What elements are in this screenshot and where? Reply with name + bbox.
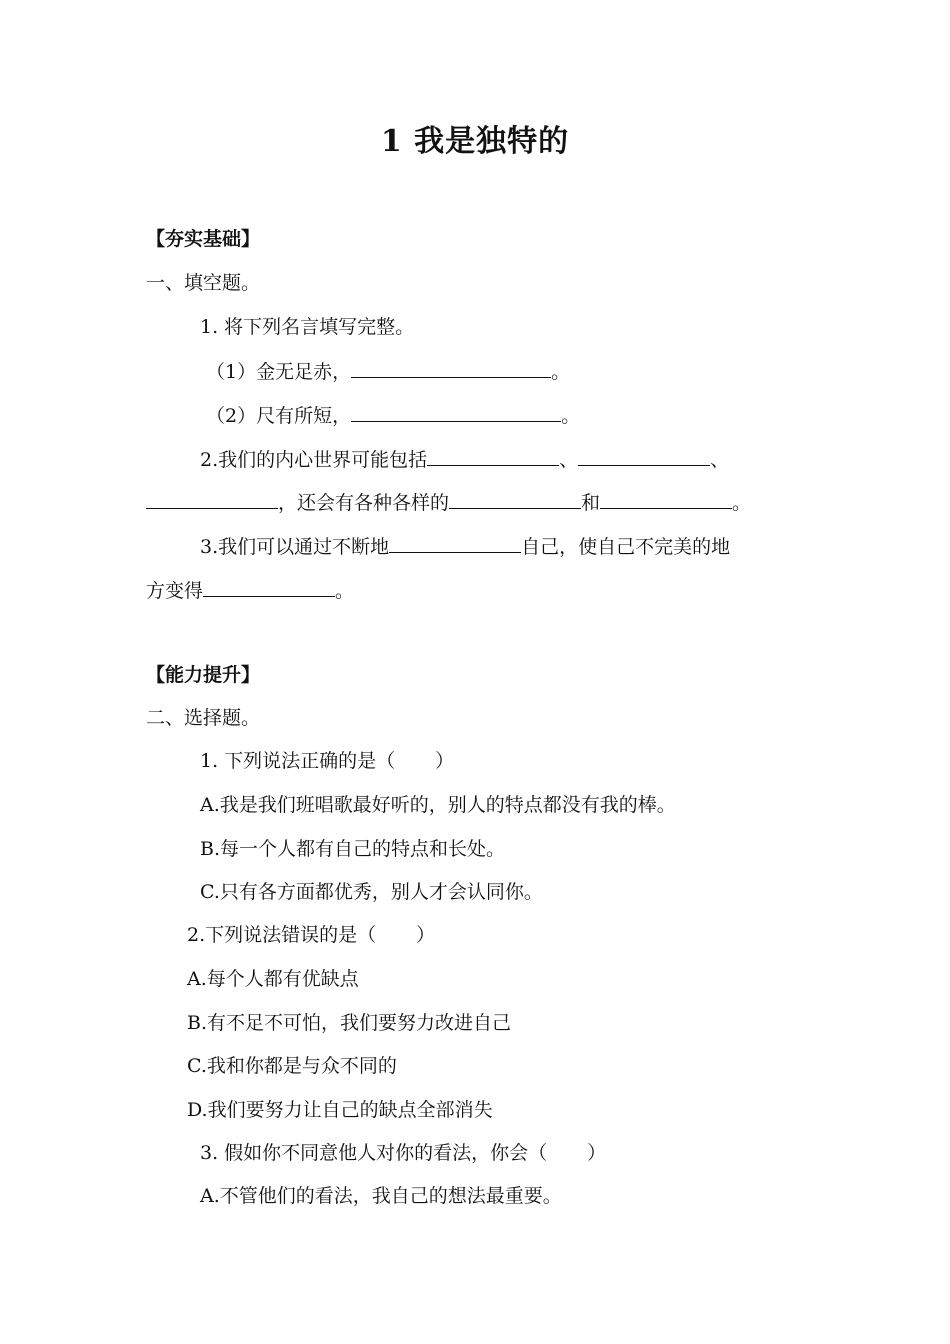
- choice-q2-option-b: B.有不足不可怕，我们要努力改进自己: [187, 1012, 512, 1034]
- fill-q2-line1: [200, 445, 729, 473]
- separator: 、: [559, 449, 579, 471]
- paren-close: ）: [435, 750, 455, 772]
- answer-blank[interactable]: [449, 488, 581, 509]
- choice-q1-option-c: C.只有各方面都优秀，别人才会认同你。: [200, 881, 543, 903]
- choice-q2-option-a: A.每个人都有优缺点: [187, 968, 359, 990]
- answer-blank[interactable]: [427, 445, 559, 466]
- choice-q1-option-a: A.我是我们班唱歌最好听的，别人的特点都没有我的棒。: [200, 794, 676, 816]
- fill-q1-item2-text: （2）尺有所短，: [206, 405, 352, 427]
- fill-q1-item2: [206, 401, 580, 429]
- choice-q1-text: 1. 下列说法正确的是（: [200, 750, 396, 772]
- fill-q3-line1: [200, 532, 730, 560]
- part-fill-in: 一、填空题。: [146, 272, 261, 294]
- period: 。: [561, 405, 581, 427]
- fill-q1-item1: [206, 357, 570, 385]
- fill-q2-text: ，还会有各种各样的: [278, 492, 450, 514]
- fill-q3-text: 3.我们可以通过不断地: [200, 536, 390, 558]
- fill-q2-line2: [146, 488, 751, 516]
- fill-q1-item1-text: （1）金无足赤，: [206, 361, 352, 383]
- answer-blank[interactable]: [600, 488, 732, 509]
- fill-q2-text: 2.我们的内心世界可能包括: [200, 449, 428, 471]
- paren-close: ）: [416, 924, 436, 946]
- section-heading-improve: 【能力提升】: [146, 664, 261, 686]
- fill-q2-and: 和: [581, 492, 601, 514]
- choice-q1-stem: [200, 748, 454, 774]
- page-title: 1 我是独特的: [380, 124, 570, 159]
- choice-q3-text: 3. 假如你不同意他人对你的看法，你会（: [200, 1142, 548, 1164]
- fill-q3-line2: [146, 576, 354, 604]
- fill-q1-stem: 1. 将下列名言填写完整。: [200, 316, 415, 338]
- part-choice: 二、选择题。: [146, 707, 261, 729]
- period: 。: [551, 361, 571, 383]
- choice-q2-option-c: C.我和你都是与众不同的: [187, 1055, 397, 1077]
- answer-blank[interactable]: [146, 488, 278, 509]
- choice-q3-stem: [200, 1140, 606, 1166]
- answer-blank[interactable]: [351, 401, 561, 422]
- period: 。: [335, 580, 355, 602]
- section-heading-basics: 【夯实基础】: [146, 228, 261, 250]
- answer-blank[interactable]: [389, 532, 521, 553]
- paren-close: ）: [587, 1142, 607, 1164]
- answer-blank[interactable]: [351, 357, 551, 378]
- choice-q3-option-a: A.不管他们的看法，我自己的想法最重要。: [200, 1185, 562, 1207]
- answer-blank[interactable]: [578, 445, 710, 466]
- answer-blank[interactable]: [203, 576, 335, 597]
- separator: 、: [710, 449, 730, 471]
- fill-q3-text: 自己，使自己不完美的地: [521, 536, 731, 558]
- choice-q2-option-d: D.我们要努力让自己的缺点全部消失: [187, 1099, 493, 1121]
- choice-q2-text: 2.下列说法错误的是（: [187, 924, 377, 946]
- choice-q1-option-b: B.每一个人都有自己的特点和长处。: [200, 838, 506, 860]
- choice-q2-stem: [187, 922, 435, 948]
- fill-q3-text: 方变得: [146, 580, 204, 602]
- period: 。: [732, 492, 752, 514]
